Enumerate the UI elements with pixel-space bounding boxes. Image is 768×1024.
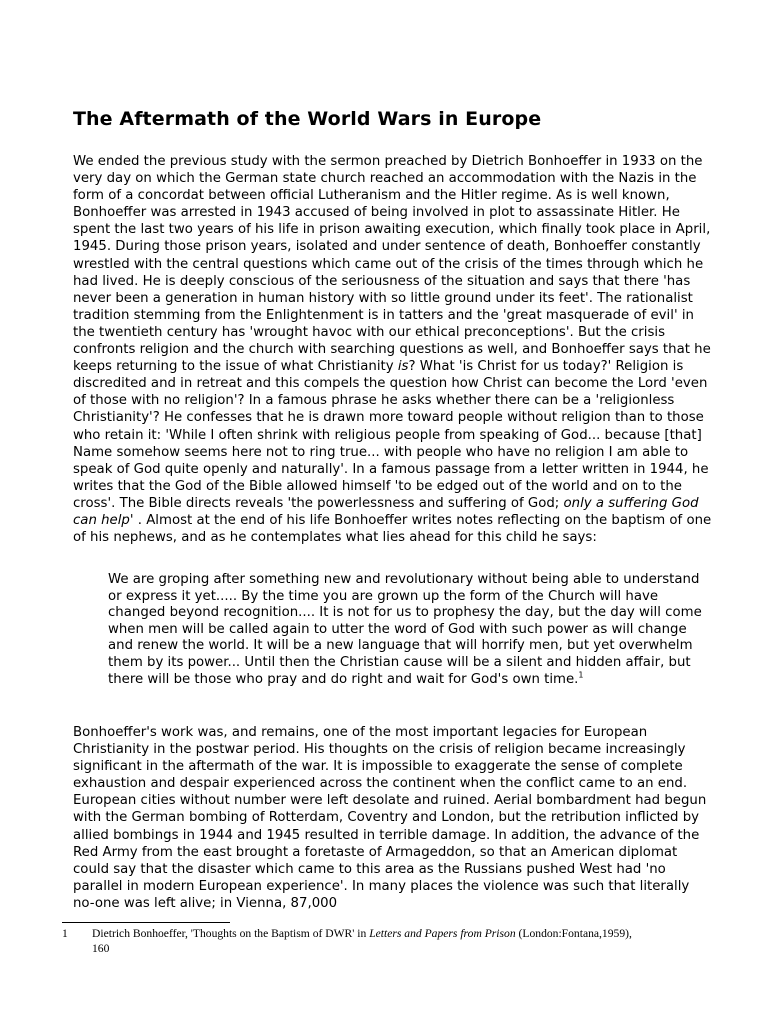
block-quote — [108, 572, 708, 688]
paragraph-1-text-b: ? What 'is Christ for us today?' Religion is discredited and in retreat and this compels the question how Christ can become the Lord 'even of those with no religion'? In a famous phrase he asks whether there can be a 'religionless Christianity'? He confesses that he is drawn more toward people without religion than to those who retain it: 'While I often shrink with religious people from speaking of God... because [that] Name somehow seems here not to ring true... with people who have no religion I am able to speak of God quite openly and naturally'. In a famous passage from a letter written in 1944, he writes that the God of the Bible allowed himself 'to be edged out of the world and on to the cross'. The Bible directs reveals 'the powerlessness and suffering of God; — [73, 359, 709, 511]
paragraph-1 — [73, 153, 713, 546]
footnote-page-number: 160 — [92, 942, 110, 955]
footnote-number: 1 — [62, 927, 68, 940]
footnote-text-a: Dietrich Bonhoeffer, 'Thoughts on the Baptism of DWR' in — [92, 927, 370, 940]
footnote-book-title: Letters and Papers from Prison — [369, 927, 516, 940]
footnote-separator — [62, 922, 230, 923]
paragraph-1-italic-suffering-god: only a suffering God can help' — [73, 495, 699, 528]
footnote-text-b: (London:Fontana,1959), — [515, 927, 632, 940]
block-quote-text: We are groping after something new and revolutionary without being able to understand or express it yet..... By the time you are grown up the form of the Church will have changed beyond recognition.... It is not for us to prophesy the day, but the day will come when men will be called again to utter the word of God with such power as will change and renew the world. It will be a new language that will horrify men, but yet overwhelm them by its power... Until then the Christian cause will be a silent and hidden affair, but there will be those who pray and do right and wait for God's own time. — [108, 572, 702, 687]
footnote — [62, 926, 702, 956]
page-title: The Aftermath of the World Wars in Europe — [73, 108, 542, 130]
paragraph-1-italic-is: is — [397, 359, 409, 375]
footnote-reference[interactable]: 1 — [578, 670, 584, 680]
paragraph-1-text-c: . Almost at the end of his life Bonhoeffer writes notes reflecting on the baptism of one of his nephews, and as he contemplates what lies ahead for this child he says: — [73, 512, 712, 546]
paragraph-1-text-a: We ended the previous study with the sermon preached by Dietrich Bonhoeffer in 1933 on the very day on which the German state church reached an accommodation with the Nazis in the form of a concordat between official Lutheranism and the Hitler regime. As is well known, Bonhoeffer was arrested in 1943 accused of being involved in plot to assassinate Hitler. He spent the last two years of his life in prison awaiting execution, which finally took place in April, 1945. During those prison years, isolated and under sentence of death, Bonhoeffer constantly wrestled with the central questions which came out of the crisis of the times through which he had lived. He is deeply conscious of the seriousness of the situation and says that there 'has never been a generation in human history with so little ground under its feet'. The rationalist tradition stemming from the Enlightenment is in tatters and the 'great masquerade of evil' in the twentieth century has 'wrought havoc with our ethical preconceptions'. But the crisis confronts religion and the church with searching questions as well, and Bonhoeffer says that he keeps returning to the issue of what Christianity — [73, 154, 711, 375]
paragraph-2: Bonhoeffer's work was, and remains, one of the most important legacies for European Christianity in the postwar period. His thoughts on the crisis of religion became increasingly significant in the aftermath of the war. It is impossible to exaggerate the sense of complete exhaustion and despair experienced across the continent when the conflict came to an end. European cities without number were left desolate and ruined. Aerial bombardment had begun with the German bombing of Rotterdam, Coventry and London, but the retribution inflicted by allied bombings in 1944 and 1945 resulted in terrible damage. In addition, the advance of the Red Army from the east brought a foretaste of Armageddon, so that an American diplomat could say that the disaster which came to this area as the Russians pushed West had 'no parallel in modern European experience'. In many places the violence was such that literally no-one was left alive; in Vienna, 87,000 — [73, 725, 707, 911]
